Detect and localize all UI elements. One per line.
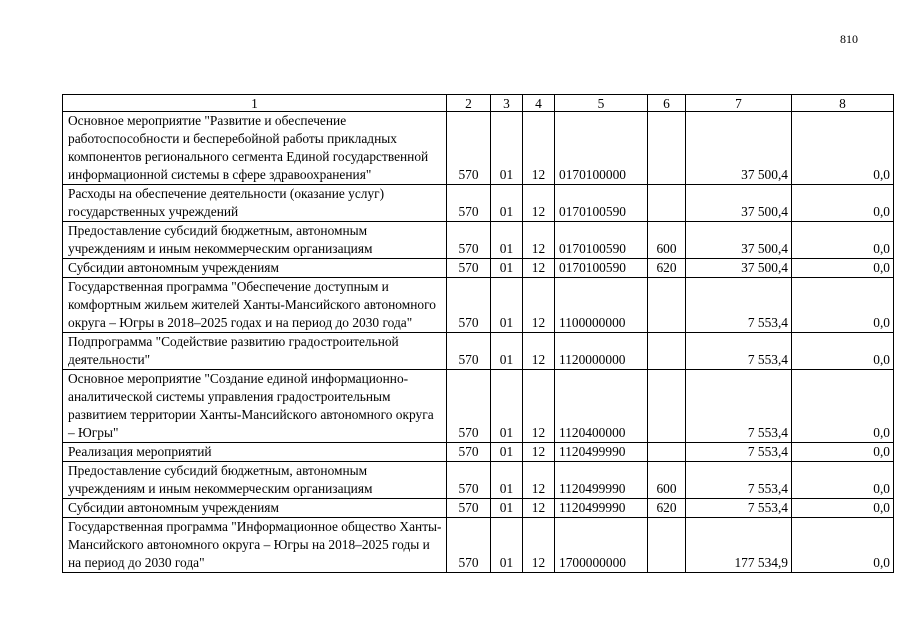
row-target-article: 1120000000 <box>555 333 648 370</box>
table-row <box>63 222 894 259</box>
row-section: 01 <box>491 112 523 185</box>
row-ministry-code: 570 <box>447 278 491 333</box>
row-ministry-code: 570 <box>447 333 491 370</box>
row-name: Основное мероприятие "Создание единой информационно-аналитической системы управления градостроительным развитием территории Ханты-Мансийского автономного округа – Югры" <box>63 370 447 443</box>
row-ministry-code: 570 <box>447 185 491 222</box>
row-subsection: 12 <box>523 518 555 573</box>
header-col-5: 5 <box>555 95 648 112</box>
row-section: 01 <box>491 278 523 333</box>
table-row <box>63 499 894 518</box>
row-name: Государственная программа "Информационное общество Ханты-Мансийского автономного округа – Югры на 2018–2025 годы и на период до 2030 года" <box>63 518 447 573</box>
row-subsection: 12 <box>523 185 555 222</box>
row-amount-2: 0,0 <box>792 518 894 573</box>
row-target-article: 0170100590 <box>555 185 648 222</box>
row-target-article: 1100000000 <box>555 278 648 333</box>
header-col-6: 6 <box>648 95 686 112</box>
row-section: 01 <box>491 185 523 222</box>
row-name: Предоставление субсидий бюджетным, автономным учреждениям и иным некоммерческим организациям <box>63 222 447 259</box>
row-amount-2: 0,0 <box>792 222 894 259</box>
row-name: Расходы на обеспечение деятельности (оказание услуг) государственных учреждений <box>63 185 447 222</box>
header-row <box>63 95 894 112</box>
row-amount-1: 7 553,4 <box>686 333 792 370</box>
row-amount-1: 7 553,4 <box>686 370 792 443</box>
row-expense-type <box>648 278 686 333</box>
row-ministry-code: 570 <box>447 499 491 518</box>
row-ministry-code: 570 <box>447 259 491 278</box>
row-target-article: 0170100000 <box>555 112 648 185</box>
row-ministry-code: 570 <box>447 443 491 462</box>
header-col-2: 2 <box>447 95 491 112</box>
row-target-article: 0170100590 <box>555 222 648 259</box>
table-row <box>63 278 894 333</box>
row-amount-2: 0,0 <box>792 443 894 462</box>
row-name: Основное мероприятие "Развитие и обеспечение работоспособности и бесперебойной работы прикладных компонентов регионального сегмента Единой государственной информационной системы в сфере здравоохранения" <box>63 112 447 185</box>
table-body <box>63 112 894 573</box>
row-expense-type: 620 <box>648 499 686 518</box>
row-expense-type <box>648 333 686 370</box>
row-ministry-code: 570 <box>447 462 491 499</box>
row-target-article: 1700000000 <box>555 518 648 573</box>
row-expense-type <box>648 370 686 443</box>
row-amount-1: 37 500,4 <box>686 112 792 185</box>
row-section: 01 <box>491 222 523 259</box>
row-amount-2: 0,0 <box>792 112 894 185</box>
header-col-4: 4 <box>523 95 555 112</box>
row-amount-1: 7 553,4 <box>686 278 792 333</box>
row-amount-2: 0,0 <box>792 278 894 333</box>
header-col-8: 8 <box>792 95 894 112</box>
row-target-article: 1120499990 <box>555 443 648 462</box>
row-name: Государственная программа "Обеспечение доступным и комфортным жильем жителей Ханты-Мансийского автономного округа – Югры в 2018–2025 годах и на период до 2030 года" <box>63 278 447 333</box>
row-subsection: 12 <box>523 112 555 185</box>
row-target-article: 0170100590 <box>555 259 648 278</box>
row-subsection: 12 <box>523 370 555 443</box>
table-row <box>63 443 894 462</box>
row-ministry-code: 570 <box>447 518 491 573</box>
table-row <box>63 462 894 499</box>
table-header <box>63 95 894 112</box>
row-expense-type: 620 <box>648 259 686 278</box>
header-col-7: 7 <box>686 95 792 112</box>
row-name: Субсидии автономным учреждениям <box>63 499 447 518</box>
row-amount-1: 177 534,9 <box>686 518 792 573</box>
row-amount-1: 7 553,4 <box>686 443 792 462</box>
table-row <box>63 259 894 278</box>
row-subsection: 12 <box>523 443 555 462</box>
table-row <box>63 333 894 370</box>
row-ministry-code: 570 <box>447 370 491 443</box>
row-section: 01 <box>491 443 523 462</box>
row-subsection: 12 <box>523 259 555 278</box>
page-number: 810 <box>840 32 858 46</box>
row-expense-type <box>648 518 686 573</box>
row-subsection: 12 <box>523 462 555 499</box>
budget-table <box>62 94 894 573</box>
row-target-article: 1120400000 <box>555 370 648 443</box>
row-amount-2: 0,0 <box>792 370 894 443</box>
row-amount-1: 37 500,4 <box>686 259 792 278</box>
table-row <box>63 185 894 222</box>
header-col-3: 3 <box>491 95 523 112</box>
header-col-1: 1 <box>63 95 447 112</box>
row-amount-2: 0,0 <box>792 259 894 278</box>
row-subsection: 12 <box>523 278 555 333</box>
row-amount-2: 0,0 <box>792 462 894 499</box>
row-section: 01 <box>491 462 523 499</box>
row-amount-2: 0,0 <box>792 185 894 222</box>
row-ministry-code: 570 <box>447 222 491 259</box>
row-target-article: 1120499990 <box>555 462 648 499</box>
row-name: Реализация мероприятий <box>63 443 447 462</box>
row-expense-type <box>648 112 686 185</box>
row-name: Предоставление субсидий бюджетным, автономным учреждениям и иным некоммерческим организациям <box>63 462 447 499</box>
row-amount-1: 37 500,4 <box>686 185 792 222</box>
row-name: Подпрограмма "Содействие развитию градостроительной деятельности" <box>63 333 447 370</box>
row-section: 01 <box>491 518 523 573</box>
row-expense-type <box>648 185 686 222</box>
table-row <box>63 112 894 185</box>
row-section: 01 <box>491 499 523 518</box>
row-amount-2: 0,0 <box>792 499 894 518</box>
row-section: 01 <box>491 370 523 443</box>
row-amount-1: 37 500,4 <box>686 222 792 259</box>
row-section: 01 <box>491 333 523 370</box>
table-row <box>63 518 894 573</box>
row-target-article: 1120499990 <box>555 499 648 518</box>
row-expense-type: 600 <box>648 462 686 499</box>
table-row <box>63 370 894 443</box>
row-subsection: 12 <box>523 499 555 518</box>
row-amount-2: 0,0 <box>792 333 894 370</box>
row-amount-1: 7 553,4 <box>686 462 792 499</box>
row-amount-1: 7 553,4 <box>686 499 792 518</box>
row-expense-type <box>648 443 686 462</box>
row-name: Субсидии автономным учреждениям <box>63 259 447 278</box>
row-subsection: 12 <box>523 333 555 370</box>
row-section: 01 <box>491 259 523 278</box>
row-subsection: 12 <box>523 222 555 259</box>
row-expense-type: 600 <box>648 222 686 259</box>
row-ministry-code: 570 <box>447 112 491 185</box>
